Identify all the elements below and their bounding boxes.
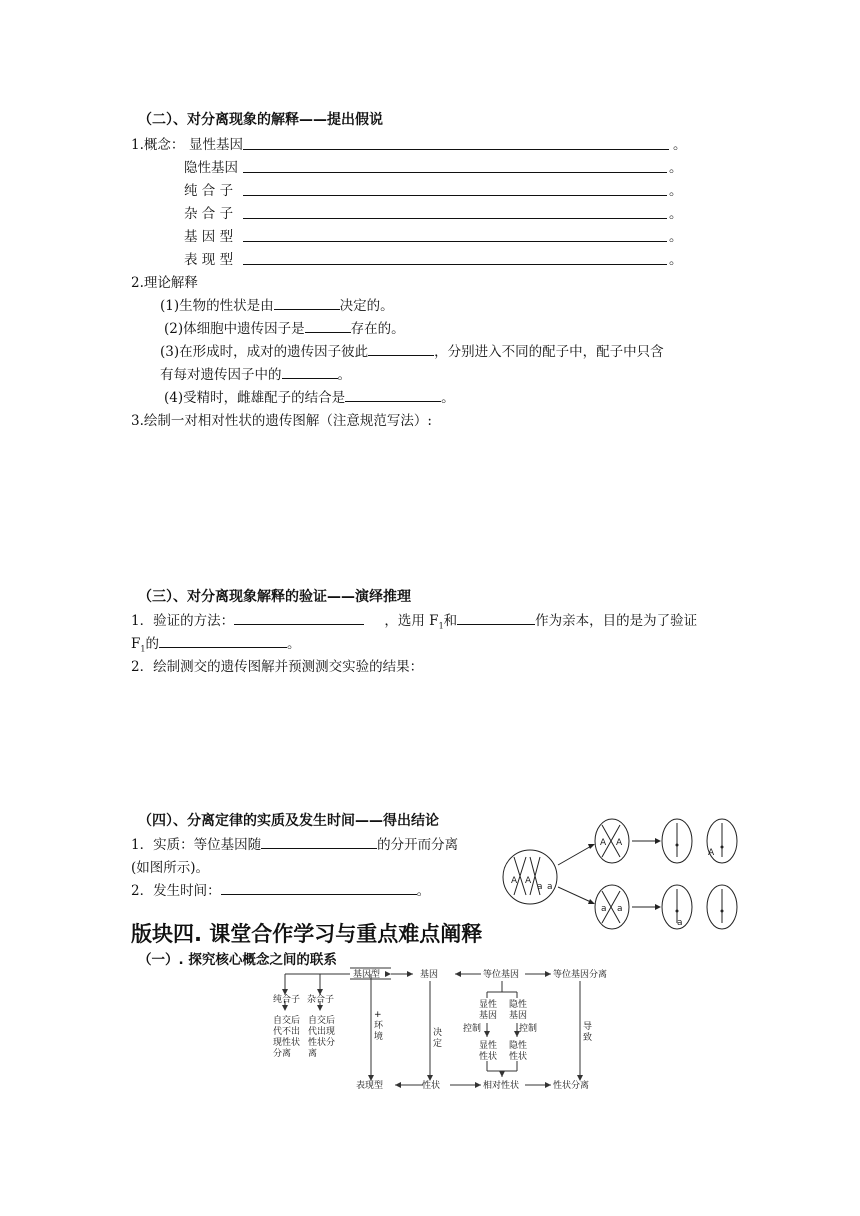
svg-text:隐性: 隐性 — [509, 1000, 528, 1010]
svg-text:分离: 分离 — [273, 1049, 292, 1059]
svg-text:A: A — [525, 876, 532, 886]
theory-3-cont: 有每对遗传因子中的 。 — [160, 367, 351, 383]
svg-text:基因: 基因 — [479, 1011, 498, 1021]
svg-text:现性状: 现性状 — [273, 1038, 301, 1048]
svg-text:纯合子: 纯合子 — [273, 995, 301, 1005]
blank-line — [243, 264, 667, 265]
svg-text:a: a — [537, 882, 543, 892]
essence-cont: (如图所示)。 — [131, 860, 210, 876]
blank-line — [243, 172, 667, 173]
verify-1: 1．验证的方法： ，选用 $F_1$和 作为亲本，目的是为了验证 — [131, 613, 698, 631]
svg-text:离: 离 — [308, 1049, 318, 1059]
svg-text:a: a — [547, 882, 553, 892]
timing: 2．发生时间： 。 — [131, 883, 431, 899]
theory-3: (3)在形成时，成对的遗传因子彼此 ，分别进入不同的配子中，配子中只含 — [160, 344, 664, 360]
svg-text:表现型: 表现型 — [356, 1081, 384, 1091]
svg-text:代不出: 代不出 — [273, 1027, 301, 1037]
testcross-instruction: 2．绘制测交的遗传图解并预测测交实验的结果： — [131, 659, 424, 675]
svg-text:自交后: 自交后 — [308, 1016, 336, 1026]
period: 。 — [669, 183, 683, 199]
concept-map — [255, 965, 625, 1095]
svg-text:控制: 控制 — [519, 1024, 538, 1034]
svg-text:等位基因: 等位基因 — [483, 970, 520, 980]
svg-text:显性: 显性 — [479, 1041, 498, 1051]
svg-text:显性: 显性 — [479, 1000, 498, 1010]
svg-text:A: A — [600, 838, 607, 848]
svg-text:A: A — [616, 838, 623, 848]
concept-phenotype: 表 现 型 — [184, 252, 234, 268]
concept-dominant-gene: 显性基因 — [189, 137, 243, 153]
theory-4: (4)受精时，雌雄配子的结合是 。 — [164, 390, 455, 406]
svg-text:+: + — [374, 1010, 382, 1020]
concept-genotype: 基 因 型 — [184, 229, 234, 245]
svg-text:A: A — [708, 848, 715, 858]
svg-text:境: 境 — [374, 1032, 384, 1042]
svg-text:基因型: 基因型 — [353, 970, 381, 980]
svg-text:致: 致 — [583, 1033, 593, 1043]
concept-prefix: 1.概念： — [131, 137, 185, 153]
period: 。 — [669, 252, 683, 268]
svg-text:性状分离: 性状分离 — [553, 1081, 590, 1091]
draw-instruction: 3.绘制一对相对性状的遗传图解（注意规范写法）: — [131, 413, 432, 429]
theory-1: (1)生物的性状是由 决定的。 — [160, 298, 394, 314]
blank-line — [243, 218, 667, 219]
blank-line — [243, 149, 669, 150]
svg-text:代出现: 代出现 — [308, 1027, 336, 1037]
svg-text:隐性: 隐性 — [509, 1041, 528, 1051]
svg-text:基因: 基因 — [509, 1011, 528, 1021]
svg-text:基因: 基因 — [420, 970, 439, 980]
concept-homozygote: 纯 合 子 — [184, 183, 234, 199]
svg-text:a: a — [617, 904, 623, 914]
essence: 1．实质：等位基因随 的分开而分离 — [131, 837, 459, 853]
svg-text:性状分: 性状分 — [308, 1038, 336, 1048]
block4-subtitle: （一）. 探究核心概念之间的联系 — [138, 952, 337, 968]
period: 。 — [673, 137, 687, 153]
svg-text:自交后: 自交后 — [273, 1016, 301, 1026]
section2-title: （二）、对分离现象的解释——提出假说 — [138, 112, 383, 128]
svg-text:性状: 性状 — [422, 1081, 441, 1091]
svg-text:定: 定 — [433, 1039, 443, 1049]
meiosis-figure — [500, 815, 745, 930]
svg-text:杂合子: 杂合子 — [307, 995, 335, 1005]
svg-text:决: 决 — [433, 1028, 443, 1038]
svg-text:等位基因分离: 等位基因分离 — [553, 970, 608, 980]
svg-text:控制: 控制 — [463, 1024, 482, 1034]
svg-text:A: A — [511, 876, 518, 886]
svg-text:环: 环 — [374, 1021, 384, 1031]
theory-2: (2)体细胞中遗传因子是 存在的。 — [164, 321, 405, 337]
period: 。 — [669, 206, 683, 222]
svg-text:性状: 性状 — [509, 1052, 528, 1062]
blank-line — [243, 195, 667, 196]
period: 。 — [669, 160, 683, 176]
svg-text:相对性状: 相对性状 — [483, 1081, 520, 1091]
blank-line — [243, 241, 667, 242]
section3-title: （三）、对分离现象解释的验证——演绎推理 — [138, 589, 411, 605]
theory-title: 2.理论解释 — [131, 275, 198, 291]
concept-heterozygote: 杂 合 子 — [184, 206, 234, 222]
section4-title: （四）、分离定律的实质及发生时间——得出结论 — [138, 813, 439, 829]
svg-text:导: 导 — [583, 1022, 593, 1032]
verify-1-cont: $F_1$的 。 — [131, 636, 301, 654]
block4-title: 版块四. 课堂合作学习与重点难点阐释 — [131, 922, 483, 946]
period: 。 — [669, 229, 683, 245]
svg-text:性状: 性状 — [479, 1052, 498, 1062]
svg-text:a: a — [677, 918, 683, 928]
svg-text:a: a — [601, 904, 607, 914]
concept-recessive-gene: 隐性基因 — [184, 160, 238, 176]
